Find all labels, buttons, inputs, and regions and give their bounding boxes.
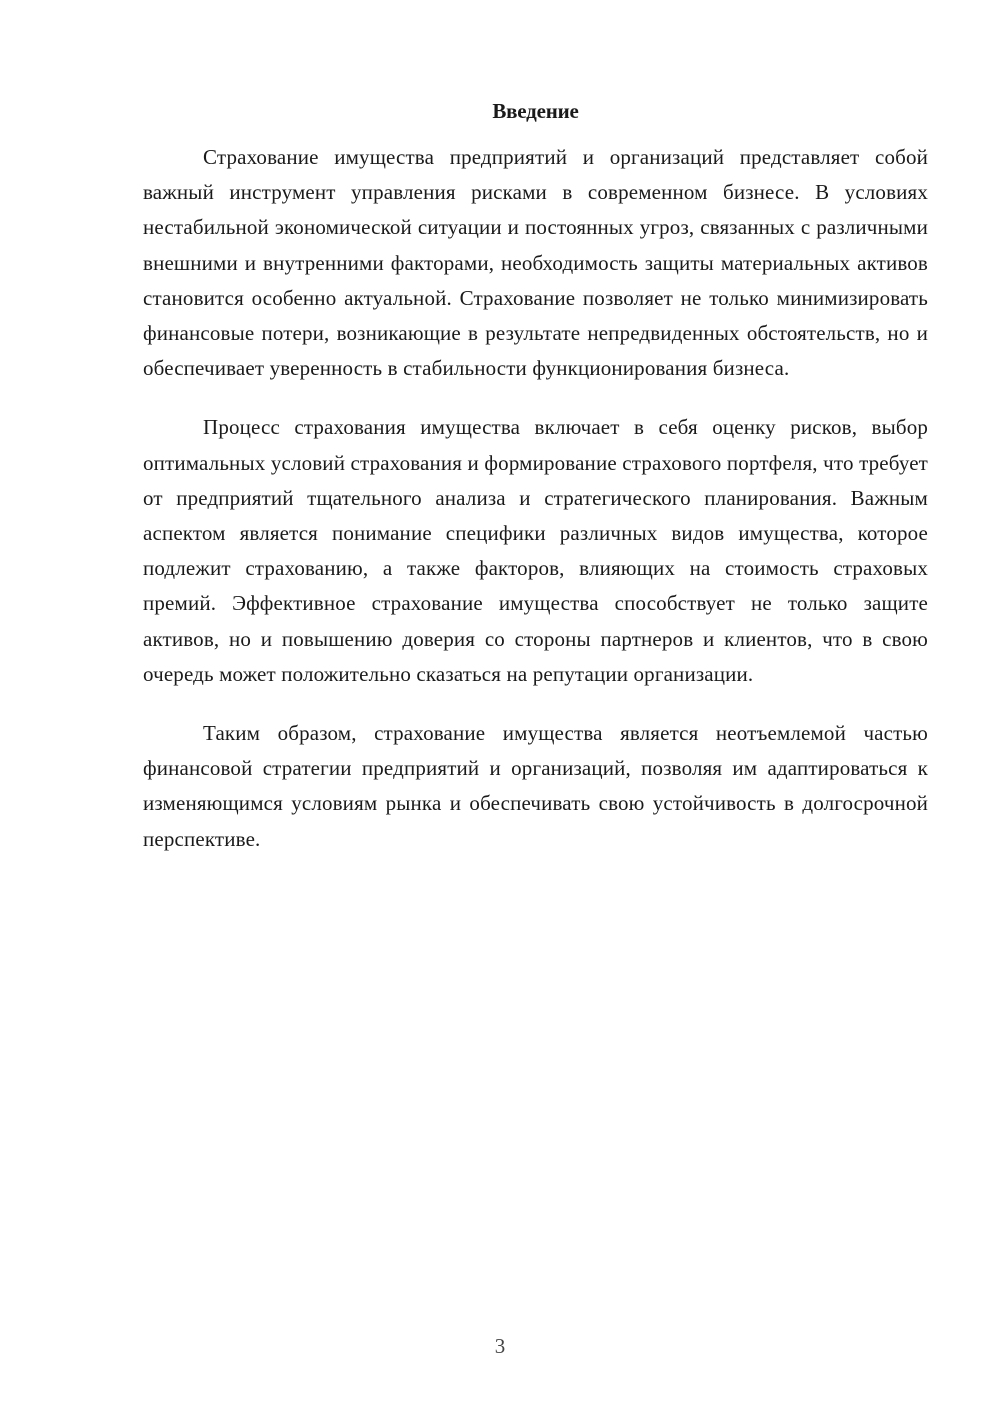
paragraph-2: Процесс страхования имущества включает в себя оценку рисков, выбор оптимальных условий страхования и формирование страхового портфеля, что требует от предприятий тщательного анализа и стратегического планирования. Важным аспектом является понимание специфики различных видов имущества, которое подлежит страхованию, а также факторов, влияющих на стоимость страховых премий. Эффективное страхование имущества способствует не только защите активов, но и повышению доверия со стороны партнеров и клиентов, что в свою очередь может положительно сказаться на репутации организации.: [143, 415, 928, 686]
paragraph-1: Страхование имущества предприятий и организаций представляет собой важный инструмент управления рисками в современном бизнесе. В условиях нестабильной экономической ситуации и постоянных угроз, связанных с различными внешними и внутренними факторами, необходимость защиты материальных активов становится особенно актуальной. Страхование позволяет не только минимизировать финансовые потери, возникающие в результате непредвиденных обстоятельств, но и обеспечивает уверенность в стабильности функционирования бизнеса.: [143, 145, 928, 381]
page-title: Введение: [492, 99, 579, 123]
paragraph-3: Таким образом, страхование имущества является неотъемлемой частью финансовой стратегии предприятий и организаций, позволяя им адаптироваться к изменяющимся условиям рынка и обеспечивать свою устойчивость в долгосрочной перспективе.: [143, 721, 928, 851]
page-content: [143, 96, 928, 881]
page-number: 3: [494, 1334, 506, 1358]
